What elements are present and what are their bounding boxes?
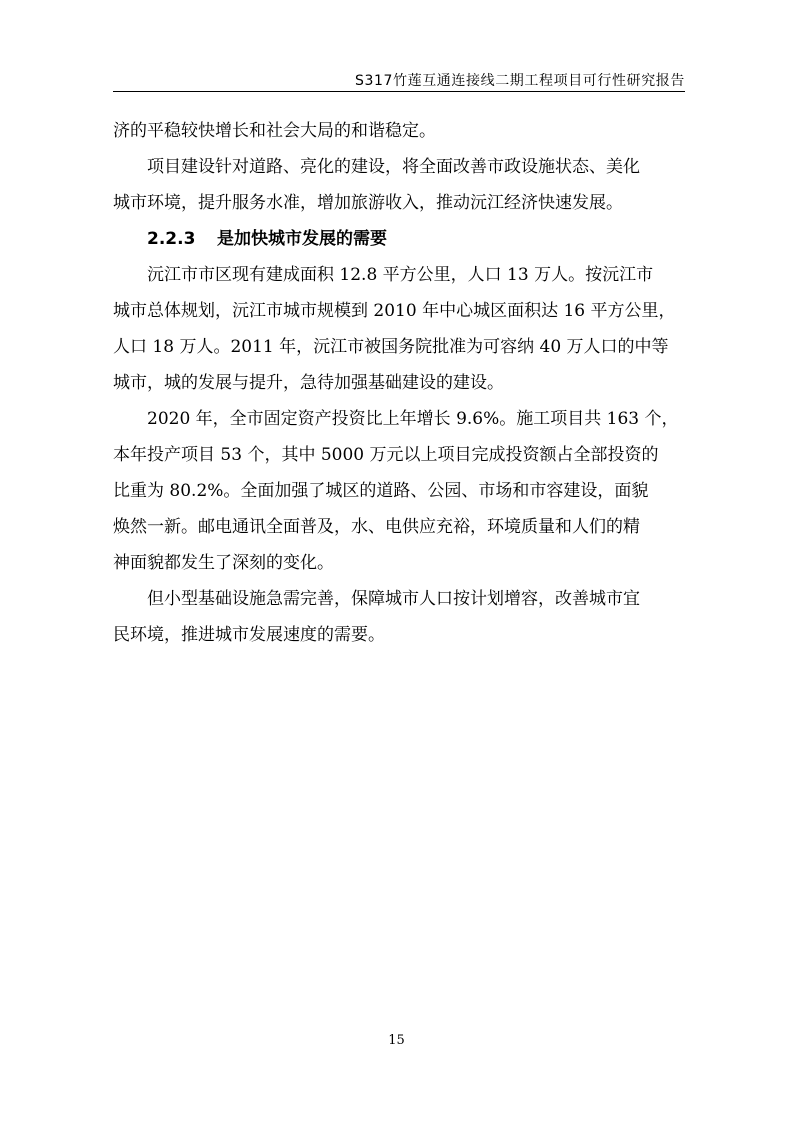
paragraph-line: 比重为 80.2%。全面加强了城区的道路、公园、市场和市容建设，面貌 — [113, 481, 649, 501]
paragraph-line: 城市环境，提升服务水准，增加旅游收入，推动沅江经济快速发展。 — [113, 193, 623, 213]
paragraph-line: 城市，城的发展与提升，急待加强基础建设的建设。 — [113, 373, 504, 393]
paragraph-line: 焕然一新。邮电通讯全面普及，水、电供应充裕，环境质量和人们的精 — [113, 517, 640, 537]
page-header — [113, 66, 685, 92]
header-title: S317竹莲互通连接线二期工程项目可行性研究报告 — [354, 73, 685, 89]
section-heading — [113, 221, 685, 257]
paragraph-line: 项目建设针对道路、亮化的建设，将全面改善市政设施状态、美化 — [147, 157, 640, 177]
paragraph-line: 但小型基础设施急需完善，保障城市人口按计划增容，改善城市宜 — [147, 589, 640, 609]
page-number: 15 — [388, 1033, 405, 1048]
paragraph-line: 城市总体规划，沅江市城市规模到 2010 年中心城区面积达 16 平方公里， — [113, 301, 676, 321]
paragraph-line: 本年投产项目 53 个，其中 5000 万元以上项目完成投资额占全部投资的 — [113, 445, 659, 465]
paragraph-continuation: 济的平稳较快增长和社会大局的和谐稳定。 — [113, 121, 436, 141]
section-title: 是加快城市发展的需要 — [217, 229, 387, 249]
paragraph-line: 2020 年，全市固定资产投资比上年增长 9.6%。施工项目共 163 个， — [147, 409, 679, 429]
section-number: 2.2.3 — [147, 229, 196, 249]
paragraph-line: 神面貌都发生了深刻的变化。 — [113, 553, 334, 573]
paragraph-line: 人口 18 万人。2011 年，沅江市被国务院批准为可容纳 40 万人口的中等 — [113, 337, 669, 357]
paragraph-line: 沅江市市区现有建成面积 12.8 平方公里，人口 13 万人。按沅江市 — [147, 265, 654, 285]
document-body — [113, 113, 685, 653]
paragraph-line: 民环境，推进城市发展速度的需要。 — [113, 625, 385, 645]
